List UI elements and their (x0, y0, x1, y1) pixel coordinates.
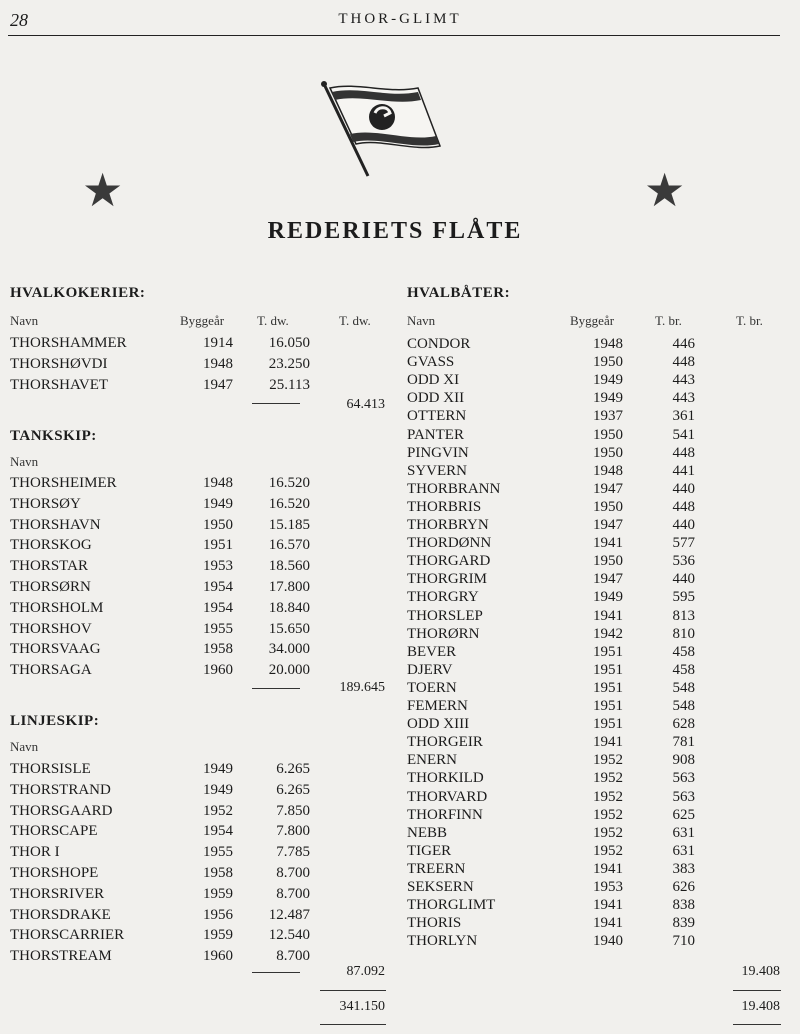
ship-name: PINGVIN (407, 444, 469, 461)
tonnage: 908 (672, 752, 695, 769)
tonnage: 12.540 (268, 927, 310, 944)
table-row (407, 535, 707, 553)
tonnage: 446 (672, 336, 695, 352)
right-grand-total: 19.408 (741, 999, 780, 1014)
build-year: 1951 (203, 537, 233, 554)
tonnage: 443 (672, 372, 695, 389)
tonnage: 710 (672, 933, 695, 950)
table-row (407, 915, 707, 933)
table-row (10, 948, 310, 969)
ship-name: THORSHOPE (10, 865, 99, 881)
tonnage: 18.840 (268, 599, 310, 616)
col-header-dw: T. dw. (257, 313, 289, 328)
ship-name: THORSHOV (10, 620, 92, 637)
build-year: 1950 (593, 498, 623, 515)
tonnage: 16.520 (268, 475, 310, 491)
build-year: 1951 (593, 698, 623, 714)
build-year: 1950 (593, 426, 623, 443)
tonnage: 563 (672, 770, 695, 787)
table-row (407, 408, 707, 426)
tonnage: 440 (672, 480, 695, 497)
ship-name: PANTER (407, 426, 464, 443)
tonnage: 17.800 (268, 579, 310, 595)
tonnage: 838 (672, 897, 695, 914)
build-year: 1952 (593, 824, 623, 841)
build-year: 1948 (203, 356, 233, 372)
col-header-name: Navn (407, 313, 436, 328)
ship-name: THORSTAR (10, 558, 88, 575)
table-row (407, 608, 707, 626)
ship-name: THORSHØVDI (10, 356, 108, 372)
build-year: 1952 (593, 752, 623, 769)
ship-name: THORSHEIMER (10, 475, 117, 491)
ship-name: THORSHAMMER (10, 335, 127, 351)
grand-total-underline (733, 1024, 781, 1025)
page-title: REDERIETS FLÅTE (267, 218, 523, 244)
table-row (10, 865, 310, 886)
ship-name: THORSKOG (10, 537, 92, 554)
col-header-year: Byggeår (570, 313, 615, 328)
build-year: 1937 (593, 408, 623, 425)
build-year: 1952 (593, 788, 623, 805)
build-year: 1941 (593, 734, 623, 751)
subtotal-rule (252, 688, 300, 689)
table-row (407, 716, 707, 734)
page-number: 28 (10, 10, 28, 30)
ship-name: THORSCARRIER (10, 927, 125, 944)
ship-name: THORSHAVN (10, 516, 101, 533)
table-row (407, 843, 707, 861)
table-row (10, 782, 310, 803)
table-row (10, 641, 310, 662)
ship-name: THOR I (10, 844, 60, 861)
table-row (10, 356, 310, 377)
table-row (407, 626, 707, 644)
tonnage: 458 (672, 643, 695, 660)
tonnage: 548 (672, 698, 695, 714)
ship-name: THORSLEP (407, 607, 483, 624)
ship-name: THORGEIR (407, 734, 483, 751)
build-year: 1948 (593, 462, 623, 479)
tonnage: 8.700 (276, 948, 310, 965)
grand-total-rule (320, 990, 386, 991)
section-heading-hvalkokerier: HVALKOKERIER: (10, 285, 146, 301)
table-row (10, 517, 310, 538)
tonnage: 813 (672, 607, 695, 624)
table-row (407, 589, 707, 607)
ship-name: THORGARD (407, 553, 491, 570)
tankskip-total: 189.645 (339, 680, 385, 695)
table-row (407, 879, 707, 897)
tonnage: 34.000 (268, 641, 310, 658)
ship-name: NEBB (407, 824, 448, 841)
section-heading-linjeskip: LINJESKIP: (10, 713, 100, 729)
build-year: 1955 (203, 844, 233, 861)
tonnage: 443 (672, 390, 695, 407)
table-row (407, 517, 707, 535)
col-header-year: Byggeår (180, 313, 225, 328)
ship-name: THORGRIM (407, 571, 488, 588)
tonnage: 15.650 (268, 620, 310, 637)
ship-name: SEKSERN (407, 879, 474, 895)
table-row (10, 579, 310, 600)
build-year: 1949 (593, 589, 623, 606)
build-year: 1942 (593, 625, 623, 642)
build-year: 1941 (593, 915, 623, 932)
table-row (407, 680, 707, 698)
tonnage: 6.265 (276, 761, 310, 777)
build-year: 1954 (203, 599, 233, 616)
ship-name: THORSDRAKE (10, 906, 111, 923)
build-year: 1960 (203, 662, 233, 679)
tonnage: 361 (672, 408, 695, 425)
ship-name: THORSRIVER (10, 885, 105, 902)
build-year: 1947 (593, 571, 623, 588)
table-row (10, 662, 310, 683)
table-row (407, 933, 707, 951)
linjeskip-total: 87.092 (346, 964, 385, 979)
table-row (407, 445, 707, 463)
tonnage: 839 (672, 915, 695, 932)
ship-name: ODD XI (407, 372, 460, 389)
tonnage: 23.250 (268, 356, 310, 372)
ship-name: THORLYN (407, 933, 478, 950)
col-header-name: Navn (10, 313, 39, 328)
col-header-name: Navn (10, 739, 39, 754)
ship-name: THORSISLE (10, 761, 91, 777)
build-year: 1940 (593, 933, 623, 950)
table-row (407, 390, 707, 408)
table-row (407, 861, 707, 879)
tonnage: 25.113 (269, 377, 310, 393)
table-row (10, 496, 310, 517)
table-row (10, 803, 310, 824)
ship-name: THORGLIMT (407, 897, 496, 914)
build-year: 1959 (203, 885, 233, 902)
ship-name: THORSHAVET (10, 377, 109, 393)
table-row (407, 553, 707, 571)
tonnage: 440 (672, 517, 695, 533)
build-year: 1941 (593, 897, 623, 914)
table-row (10, 377, 310, 398)
build-year: 1952 (593, 770, 623, 787)
tonnage: 7.785 (276, 844, 310, 861)
table-row (407, 427, 707, 445)
ship-name: SYVERN (407, 462, 468, 479)
ship-name: CONDOR (407, 336, 471, 352)
build-year: 1951 (593, 661, 623, 678)
build-year: 1914 (203, 335, 233, 351)
table-row (10, 927, 310, 948)
tonnage: 577 (672, 535, 695, 552)
ship-name: OTTERN (407, 408, 467, 425)
header-rule (8, 35, 780, 36)
tonnage: 20.000 (268, 662, 310, 679)
section-heading-tankskip: TANKSKIP: (10, 428, 97, 444)
build-year: 1948 (593, 336, 623, 352)
col-header-dw-total: T. dw. (339, 313, 371, 328)
ship-name: ODD XII (407, 390, 465, 407)
ship-name: ODD XIII (407, 716, 470, 733)
ship-name: THORSAGA (10, 662, 92, 679)
subtotal-rule (252, 403, 300, 404)
build-year: 1941 (593, 535, 623, 552)
ship-name: THORBRYN (407, 517, 489, 533)
tonnage: 6.265 (276, 781, 310, 798)
table-row (10, 558, 310, 579)
build-year: 1950 (593, 553, 623, 570)
tonnage: 440 (672, 571, 695, 588)
ship-name: TIGER (407, 842, 452, 859)
ship-name: THORSCAPE (10, 823, 98, 840)
running-head: THOR-GLIMT (338, 11, 462, 27)
tonnage: 15.185 (268, 516, 310, 533)
build-year: 1947 (593, 517, 623, 533)
table-row (407, 644, 707, 662)
table-row (407, 463, 707, 481)
col-header-br: T. br. (655, 313, 682, 328)
table-row (407, 734, 707, 752)
ship-name: THORVARD (407, 788, 488, 805)
table-row (407, 662, 707, 680)
hvalkokerier-total: 64.413 (346, 397, 385, 412)
table-row (10, 823, 310, 844)
table-row (407, 571, 707, 589)
table-row (407, 481, 707, 499)
left-grand-total: 341.150 (339, 999, 385, 1014)
tonnage: 631 (672, 824, 695, 841)
tonnage: 383 (672, 860, 695, 877)
table-row (407, 354, 707, 372)
build-year: 1951 (593, 679, 623, 696)
tonnage: 18.560 (268, 558, 310, 575)
build-year: 1952 (593, 806, 623, 823)
subtotal-rule (252, 972, 300, 973)
hvalbater-total: 19.408 (741, 964, 780, 979)
build-year: 1949 (203, 495, 233, 512)
tonnage: 548 (672, 679, 695, 696)
ship-name: THORGRY (407, 589, 479, 606)
ship-name: THORSVAAG (10, 641, 101, 658)
tonnage: 448 (672, 444, 695, 461)
table-row (10, 886, 310, 907)
right-star-icon: ★ (644, 165, 686, 216)
build-year: 1951 (593, 643, 623, 660)
build-year: 1954 (203, 823, 233, 840)
table-row (10, 600, 310, 621)
col-header-br-total: T. br. (736, 313, 763, 328)
build-year: 1958 (203, 865, 233, 881)
build-year: 1951 (593, 716, 623, 733)
tonnage: 631 (672, 842, 695, 859)
tonnage: 626 (672, 879, 695, 895)
table-row (407, 825, 707, 843)
table-row (407, 770, 707, 788)
ship-name: THORSHOLM (10, 599, 104, 616)
tonnage: 8.700 (276, 885, 310, 902)
ship-name: THORSØY (10, 495, 81, 512)
ship-name: THORSTRAND (10, 781, 111, 798)
tonnage: 810 (672, 625, 695, 642)
build-year: 1947 (203, 377, 233, 393)
ship-name: THORSGAARD (10, 802, 113, 819)
table-row (407, 698, 707, 716)
table-row (10, 621, 310, 642)
build-year: 1954 (203, 579, 233, 595)
table-row (407, 789, 707, 807)
build-year: 1953 (203, 558, 233, 575)
build-year: 1956 (203, 906, 233, 923)
table-row (407, 372, 707, 390)
tonnage: 12.487 (268, 906, 310, 923)
left-star-icon: ★ (82, 165, 124, 216)
build-year: 1950 (203, 516, 233, 533)
section-heading-hvalbater: HVALBÅTER: (407, 285, 511, 301)
ship-name: DJERV (407, 661, 453, 678)
table-row (10, 475, 310, 496)
build-year: 1958 (203, 641, 233, 658)
tonnage: 7.850 (276, 802, 310, 819)
tonnage: 16.520 (268, 495, 310, 512)
ship-name: THORSØRN (10, 579, 91, 595)
table-row (10, 844, 310, 865)
tonnage: 7.800 (276, 823, 310, 840)
build-year: 1952 (203, 802, 233, 819)
table-row (10, 907, 310, 928)
build-year: 1947 (593, 480, 623, 497)
ship-name: THORBRANN (407, 480, 501, 497)
ship-name: TREERN (407, 860, 466, 877)
table-row (407, 499, 707, 517)
ship-name: THORIS (407, 915, 462, 932)
build-year: 1955 (203, 620, 233, 637)
ship-name: FEMERN (407, 698, 468, 714)
build-year: 1959 (203, 927, 233, 944)
tonnage: 448 (672, 354, 695, 371)
ship-name: THORDØNN (407, 535, 492, 552)
tonnage: 595 (672, 589, 695, 606)
tonnage: 16.570 (268, 537, 310, 554)
ship-name: BEVER (407, 643, 457, 660)
tonnage: 458 (672, 661, 695, 678)
build-year: 1941 (593, 607, 623, 624)
tonnage: 781 (672, 734, 695, 751)
tonnage: 441 (672, 462, 695, 479)
table-row (407, 336, 707, 354)
grand-total-underline (320, 1024, 386, 1025)
table-row (10, 537, 310, 558)
build-year: 1952 (593, 842, 623, 859)
ship-name: TOERN (407, 679, 457, 696)
ship-name: THORSTREAM (10, 948, 112, 965)
tonnage: 541 (672, 426, 695, 443)
grand-total-rule (733, 990, 781, 991)
table-row (407, 752, 707, 770)
tonnage: 628 (672, 716, 695, 733)
ship-name: THORKILD (407, 770, 484, 787)
table-row (407, 807, 707, 825)
build-year: 1950 (593, 354, 623, 371)
build-year: 1949 (203, 781, 233, 798)
ship-name: ENERN (407, 752, 457, 769)
tonnage: 8.700 (276, 865, 310, 881)
tonnage: 625 (672, 806, 695, 823)
col-header-name: Navn (10, 454, 39, 469)
build-year: 1960 (203, 948, 233, 965)
build-year: 1941 (593, 860, 623, 877)
build-year: 1950 (593, 444, 623, 461)
tonnage: 563 (672, 788, 695, 805)
build-year: 1953 (593, 879, 623, 895)
company-flag-icon (318, 80, 448, 185)
build-year: 1948 (203, 475, 233, 491)
ship-name: THORFINN (407, 806, 483, 823)
table-row (10, 761, 310, 782)
tonnage: 16.050 (268, 335, 310, 351)
table-row (407, 897, 707, 915)
build-year: 1949 (593, 390, 623, 407)
tonnage: 536 (672, 553, 695, 570)
ship-name: THORBRIS (407, 498, 482, 515)
ship-name: THORØRN (407, 625, 480, 642)
table-row (10, 335, 310, 356)
build-year: 1949 (593, 372, 623, 389)
ship-name: GVASS (407, 354, 455, 371)
build-year: 1949 (203, 761, 233, 777)
tonnage: 448 (672, 498, 695, 515)
